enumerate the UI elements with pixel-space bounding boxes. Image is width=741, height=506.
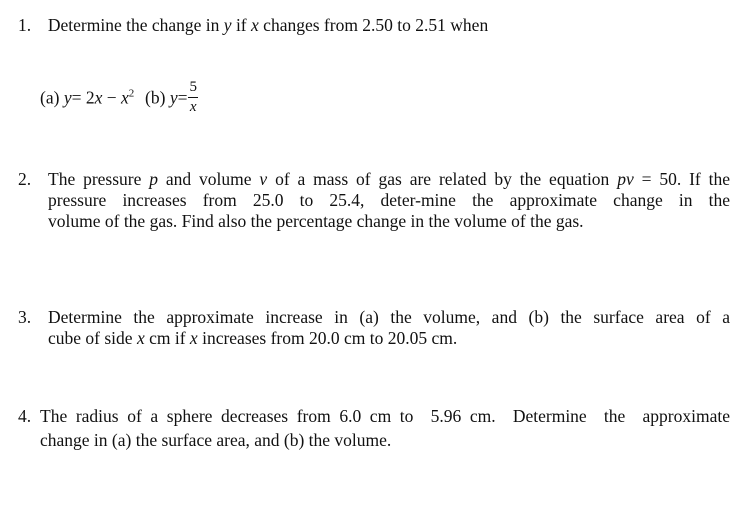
problem-2-var-v: v <box>259 169 268 189</box>
problem-3-number: 3. <box>18 307 32 327</box>
problem-3-line2c: increases from 20.0 cm to 20.05 cm. <box>202 328 458 348</box>
part-b-numerator: 5 <box>189 79 197 95</box>
problem-2-seg3: of a mass of gas are related by the equation <box>275 169 610 189</box>
problem-1-number: 1. <box>18 15 32 35</box>
part-a-lhs: y <box>63 87 72 108</box>
problem-1 <box>18 15 728 36</box>
problem-2-line2: pressure increases from 25.0 to 25.4, deter-mine the approximate change in the <box>48 190 730 210</box>
problem-2-body <box>48 169 730 232</box>
part-a-minus: − <box>106 87 117 108</box>
problem-3-var-x: x <box>136 328 145 348</box>
problem-3-line2b: cm if <box>149 328 186 348</box>
problem-1-text-a: Determine the change in <box>47 15 220 35</box>
problem-2-seg1: The pressure <box>48 169 142 189</box>
part-b-fraction <box>188 80 198 115</box>
problem-2-number: 2. <box>18 169 32 189</box>
part-b-label: (b) <box>145 87 166 108</box>
problem-1-text-if: if <box>235 15 247 35</box>
problem-4-body <box>40 406 730 451</box>
fraction-bar <box>188 97 198 98</box>
problem-1-parts <box>40 79 199 117</box>
problem-3-line2a: cube of side <box>48 328 133 348</box>
part-b-eq: = <box>177 87 188 108</box>
problem-3-line1: Determine the approximate increase in (a) the volume, and (b) the surface area of a <box>48 307 730 327</box>
problem-2-var-p: p <box>149 169 159 189</box>
problem-4-line2: change in (a) the surface area, and (b) the volume. <box>40 430 392 450</box>
problem-3-var-x2: x <box>189 328 198 348</box>
problem-4-number: 4. <box>18 406 32 426</box>
problem-4-line1: The radius of a sphere decreases from 6.0 cm to 5.96 cm. Determine the approximate <box>40 406 730 426</box>
problem-2-line3: volume of the gas. Find also the percentage change in the volume of the gas. <box>48 211 584 231</box>
problem-4 <box>18 406 730 451</box>
problem-1-var-y: y <box>223 15 232 35</box>
part-a-label: (a) <box>40 87 60 108</box>
problem-2 <box>18 169 730 232</box>
problem-1-var-x: x <box>251 15 259 35</box>
part-a-exponent: 2 <box>128 87 135 100</box>
problem-3 <box>18 307 730 349</box>
part-a-eq: = 2 <box>71 87 95 108</box>
part-a-x1: x <box>94 87 103 108</box>
problem-1-text-b: changes from 2.50 to 2.51 when <box>263 15 489 35</box>
part-a-x2: x <box>121 87 129 108</box>
part-b-denominator: x <box>189 99 197 115</box>
problem-2-eq-rest: = 50. If the <box>641 169 730 189</box>
problem-2-eq-pv: pv <box>617 169 634 189</box>
part-b-lhs: y <box>169 87 178 108</box>
problem-3-body <box>48 307 730 349</box>
problem-2-seg2: and volume <box>165 169 252 189</box>
